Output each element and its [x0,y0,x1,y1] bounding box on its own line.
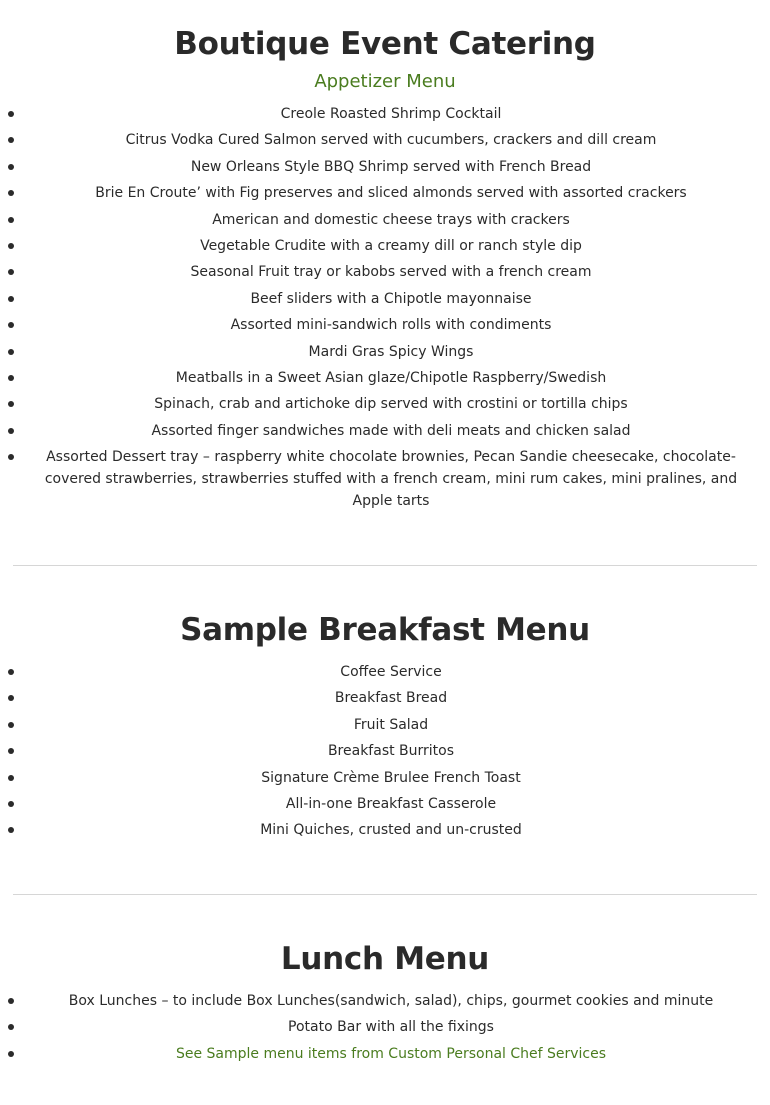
list-item: Citrus Vodka Cured Salmon served with cucumbers, crackers and dill cream [0,129,770,151]
list-item: Breakfast Burritos [0,740,770,762]
breakfast-list [0,661,770,846]
list-item: Meatballs in a Sweet Asian glaze/Chipotle Raspberry/Swedish [0,367,770,389]
list-item: Assorted finger sandwiches made with deli meats and chicken salad [0,420,770,442]
list-item: Vegetable Crudite with a creamy dill or ranch style dip [0,235,770,257]
section-divider [13,565,757,566]
section-divider [13,894,757,895]
page-title: Boutique Event Catering [174,26,596,62]
list-item: Potato Bar with all the fixings [0,1016,770,1038]
list-item: Box Lunches – to include Box Lunches(sandwich, salad), chips, gourmet cookies and minute [0,990,770,1012]
list-item: Breakfast Bread [0,687,770,709]
list-item: New Orleans Style BBQ Shrimp served with French Bread [0,156,770,178]
appetizer-list [0,103,770,516]
personal-chef-services-link[interactable]: See Sample menu items from Custom Personal Chef Services [175,1045,607,1062]
list-item: Fruit Salad [0,714,770,736]
list-item: Mini Quiches, crusted and un-crusted [0,819,770,841]
list-item: American and domestic cheese trays with crackers [0,209,770,231]
list-item: Assorted mini-sandwich rolls with condiments [0,314,770,336]
list-item-link [0,1043,770,1065]
list-item: Beef sliders with a Chipotle mayonnaise [0,288,770,310]
list-item: All-in-one Breakfast Casserole [0,793,770,815]
list-item: Spinach, crab and artichoke dip served with crostini or tortilla chips [0,393,770,415]
list-item: Assorted Dessert tray – raspberry white chocolate brownies, Pecan Sandie cheesecake, chocolate-covered strawberries, strawberries stuffed with a french cream, mini rum cakes, mini pralines, and Apple tarts [0,446,770,512]
list-item: Seasonal Fruit tray or kabobs served with a french cream [0,261,770,283]
lunch-menu-title: Lunch Menu [280,941,490,977]
list-item: Brie En Croute’ with Fig preserves and sliced almonds served with assorted crackers [0,182,770,204]
list-item: Creole Roasted Shrimp Cocktail [0,103,770,125]
list-item: Signature Crème Brulee French Toast [0,767,770,789]
list-item: Mardi Gras Spicy Wings [0,341,770,363]
lunch-list [0,990,770,1069]
breakfast-menu-title: Sample Breakfast Menu [180,612,590,648]
list-item: Coffee Service [0,661,770,683]
appetizer-menu-subtitle: Appetizer Menu [314,71,456,92]
